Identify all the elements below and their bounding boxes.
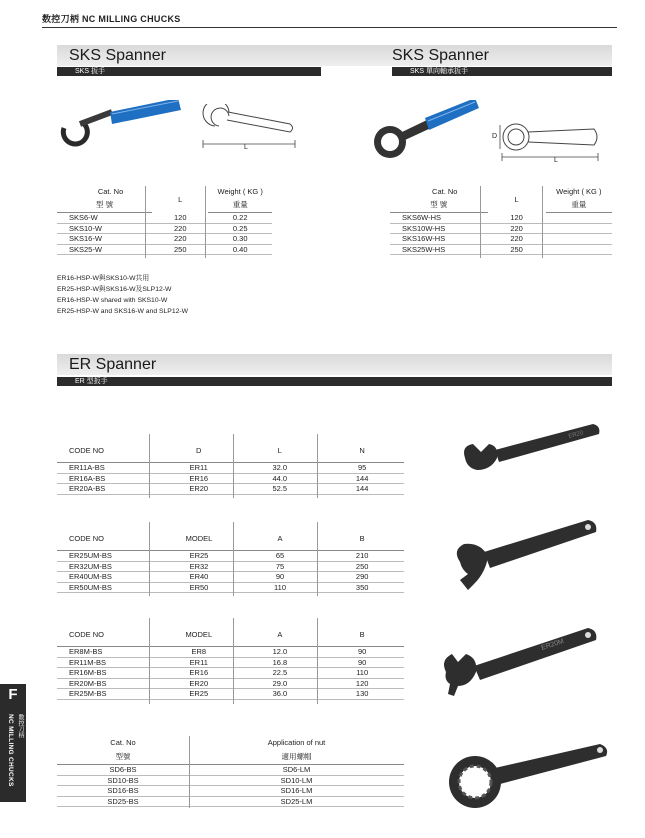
cell: ER40: [158, 572, 239, 583]
header-cell: A: [239, 624, 320, 647]
cell: ER11: [158, 463, 239, 474]
table-row: [57, 668, 404, 679]
col-weight-cn: 重量: [546, 198, 612, 213]
cell: 0.40: [208, 244, 272, 255]
header-cell: 適用螺帽: [189, 750, 404, 765]
cell: ER8M-BS: [57, 647, 158, 658]
cell: 0.25: [208, 223, 272, 234]
cell: SKS16W-HS: [390, 234, 488, 245]
cell: 44.0: [239, 473, 320, 484]
header-title: 数控刀柄 NC MILLING CHUCKS: [42, 14, 181, 24]
note-line: ER25-HSP-W and SKS16-W and SLP12-W: [57, 308, 189, 315]
cell: 250: [488, 244, 546, 255]
cell: SD25-LM: [189, 796, 404, 807]
header-cell: Application of nut: [267, 738, 326, 748]
header-cell: MODEL: [158, 624, 239, 647]
cell: ER11: [158, 657, 239, 668]
table-row: [57, 572, 404, 583]
er-band: [57, 354, 612, 375]
cell: SKS6-W: [57, 213, 152, 224]
hook-wrench-photo-icon: [450, 512, 605, 602]
header-cell: B: [320, 528, 404, 551]
table-row: [57, 234, 272, 245]
sks-right-title: SKS Spanner: [392, 47, 489, 64]
cell: 110: [240, 582, 321, 593]
table-row: [57, 678, 404, 689]
cell: ER16M-BS: [57, 668, 158, 679]
divider: [233, 618, 234, 704]
col-weight: Weight ( KG ): [556, 187, 602, 196]
cell: SKS6W-HS: [390, 213, 488, 224]
cell: ER11M-BS: [57, 657, 158, 668]
cell: SD16-LM: [189, 786, 404, 797]
note-line: ER16-HSP-W shared with SKS10-W: [57, 297, 168, 304]
table-row: [57, 775, 404, 786]
sks-right-drawing-D: D: [492, 133, 498, 140]
table-row: [57, 551, 404, 562]
table-header-row: [57, 528, 404, 551]
divider: [233, 434, 234, 498]
er-table-4: [57, 736, 404, 807]
header-cell: Cat. No: [110, 738, 136, 748]
table-row: [57, 786, 404, 797]
table-row: [57, 765, 404, 776]
cell: 120: [488, 213, 546, 224]
sks-left-drawing-L: L: [244, 144, 248, 151]
table-row: [57, 223, 272, 234]
sks-left-title: SKS Spanner: [69, 47, 166, 64]
cell: [546, 213, 612, 224]
hook-spanner-drawing-icon: [195, 104, 305, 154]
cell: 110: [320, 668, 404, 679]
cell: 250: [152, 244, 208, 255]
divider: [149, 434, 150, 498]
sks-left-table: [57, 186, 272, 255]
table-row: [57, 473, 404, 484]
cell: 220: [488, 223, 546, 234]
cell: ER50: [158, 582, 239, 593]
cell: 75: [240, 561, 321, 572]
ring-wrench-photo-icon: [440, 740, 615, 820]
cell: 90: [240, 572, 321, 583]
header-cell: CODE NO: [57, 528, 158, 551]
header-cell: B: [320, 624, 404, 647]
cell: 65: [240, 551, 321, 562]
table-row: [57, 244, 272, 255]
divider: [145, 186, 146, 258]
cell: 90: [320, 647, 404, 658]
er-table-1: [57, 440, 404, 495]
cell: 220: [152, 223, 208, 234]
sks-right-table: [390, 186, 612, 255]
table-row: [57, 689, 404, 700]
cell: ER32UM-BS: [57, 561, 158, 572]
header-cell: CODE NO: [57, 624, 158, 647]
note-line: ER25-HSP-W與SKS16-W及SLP12-W: [57, 286, 172, 293]
cell: 120: [152, 213, 208, 224]
wrench-3-text: ER20M: [540, 638, 565, 652]
cell: ER20M-BS: [57, 678, 158, 689]
er-title: ER Spanner: [69, 356, 157, 373]
table-header-row: [390, 186, 612, 198]
table-header-row: [57, 624, 404, 647]
wrench-1-text: ER20: [567, 430, 585, 440]
divider: [149, 618, 150, 704]
table-row: [57, 657, 404, 668]
cell: SKS25-W: [57, 244, 152, 255]
col-weight: Weight ( KG ): [217, 187, 263, 196]
cell: [546, 244, 612, 255]
cell: 220: [152, 234, 208, 245]
divider: [149, 522, 150, 596]
table-header-row: [57, 186, 272, 198]
table-row: [57, 463, 404, 474]
cell: ER20: [158, 678, 239, 689]
cell: ER25M-BS: [57, 689, 158, 700]
sks-right-drawing-L: L: [554, 157, 558, 164]
ring-spanner-drawing-icon: [488, 115, 608, 165]
er-table-2: [57, 528, 404, 593]
cell: ER16: [158, 668, 239, 679]
cell: 90: [320, 657, 404, 668]
col-weight-cn: 重量: [208, 198, 272, 213]
divider: [480, 186, 481, 258]
col-L: L: [514, 194, 519, 204]
col-L: L: [178, 194, 183, 204]
table-row: [57, 582, 404, 593]
cell: 36.0: [239, 689, 320, 700]
cell: SD6-LM: [189, 765, 404, 776]
cell: 16.8: [239, 657, 320, 668]
section-tab-text: NC MILLING CHUCKS: [7, 714, 14, 787]
table-row: [57, 796, 404, 807]
cell: 210: [320, 551, 404, 562]
cell: 350: [320, 582, 404, 593]
open-end-wrench-photo-icon: [455, 420, 605, 480]
cell: ER16: [158, 473, 239, 484]
cell: SD6-BS: [57, 765, 189, 776]
header-cell: D: [158, 440, 239, 463]
col-cat: Cat. No: [97, 187, 124, 196]
pin-wrench-photo-icon: [430, 620, 605, 710]
sks-left-subtitle: SKS 扳手: [57, 67, 321, 76]
cell: SKS10-W: [57, 223, 152, 234]
sks-right-subtitle: SKS 單向軸承扳手: [392, 67, 612, 76]
cell: SD10-LM: [189, 775, 404, 786]
table-header-row-cn: [57, 750, 404, 765]
cell: 95: [320, 463, 404, 474]
table-row: [57, 561, 404, 572]
divider: [317, 618, 318, 704]
table-header-row: [57, 736, 404, 750]
header-cell: MODEL: [158, 528, 239, 551]
header-cell: CODE NO: [57, 440, 158, 463]
cell: 12.0: [239, 647, 320, 658]
er-table-3: [57, 624, 404, 700]
divider: [233, 522, 234, 596]
hook-spanner-photo-icon: [50, 100, 185, 160]
cell: ER20: [158, 484, 239, 495]
header-cell: 型號: [57, 750, 189, 765]
cell: 130: [320, 689, 404, 700]
table-row: [57, 647, 404, 658]
table-row: [390, 234, 612, 245]
cell: ER25: [158, 689, 239, 700]
cell: [546, 234, 612, 245]
cell: ER25: [158, 551, 239, 562]
cell: ER50UM-BS: [57, 582, 158, 593]
cell: ER20A-BS: [57, 484, 158, 495]
table-row: [390, 213, 612, 224]
section-tab-text-cn: 數控刀柄: [17, 714, 23, 738]
er-subtitle: ER 型扳手: [57, 377, 612, 386]
cell: [546, 223, 612, 234]
cell: SKS10W-HS: [390, 223, 488, 234]
cell: 144: [320, 473, 404, 484]
divider: [205, 186, 206, 258]
cell: 52.5: [239, 484, 320, 495]
cell: ER16A-BS: [57, 473, 158, 484]
sks-band: [57, 45, 612, 66]
cell: 144: [320, 484, 404, 495]
cell: ER32: [158, 561, 239, 572]
cell: 120: [320, 678, 404, 689]
cell: ER40UM-BS: [57, 572, 158, 583]
divider: [317, 522, 318, 596]
header-rule: [42, 27, 617, 28]
cell: ER25UM-BS: [57, 551, 158, 562]
table-row: [390, 244, 612, 255]
col-cat-cn: 型 號: [57, 198, 152, 213]
divider: [542, 186, 543, 258]
cell: SKS25W-HS: [390, 244, 488, 255]
cell: SKS16-W: [57, 234, 152, 245]
table-row: [390, 223, 612, 234]
header-cell: A: [240, 528, 321, 551]
cell: 220: [488, 234, 546, 245]
col-cat-cn: 型 號: [390, 198, 488, 213]
table-row: [57, 213, 272, 224]
cell: ER11A-BS: [57, 463, 158, 474]
note-line: ER16-HSP-W與SKS10-W共用: [57, 275, 150, 282]
cell: SD25-BS: [57, 796, 189, 807]
divider: [317, 434, 318, 498]
section-tab: [0, 684, 26, 802]
header-cell: L: [239, 440, 320, 463]
cell: SD16-BS: [57, 786, 189, 797]
cell: 32.0: [239, 463, 320, 474]
cell: 0.30: [208, 234, 272, 245]
cell: 250: [320, 561, 404, 572]
ring-spanner-photo-icon: [365, 100, 480, 172]
section-letter: F: [8, 686, 18, 703]
cell: SD10-BS: [57, 775, 189, 786]
sks-notes: [57, 273, 188, 317]
cell: 290: [320, 572, 404, 583]
col-cat: Cat. No: [432, 187, 458, 196]
cell: ER8: [158, 647, 239, 658]
header-cell: N: [320, 440, 404, 463]
table-row: [57, 484, 404, 495]
cell: 22.5: [239, 668, 320, 679]
cell: 29.0: [239, 678, 320, 689]
table-header-row: [57, 440, 404, 463]
cell: 0.22: [208, 213, 272, 224]
divider: [189, 736, 190, 808]
